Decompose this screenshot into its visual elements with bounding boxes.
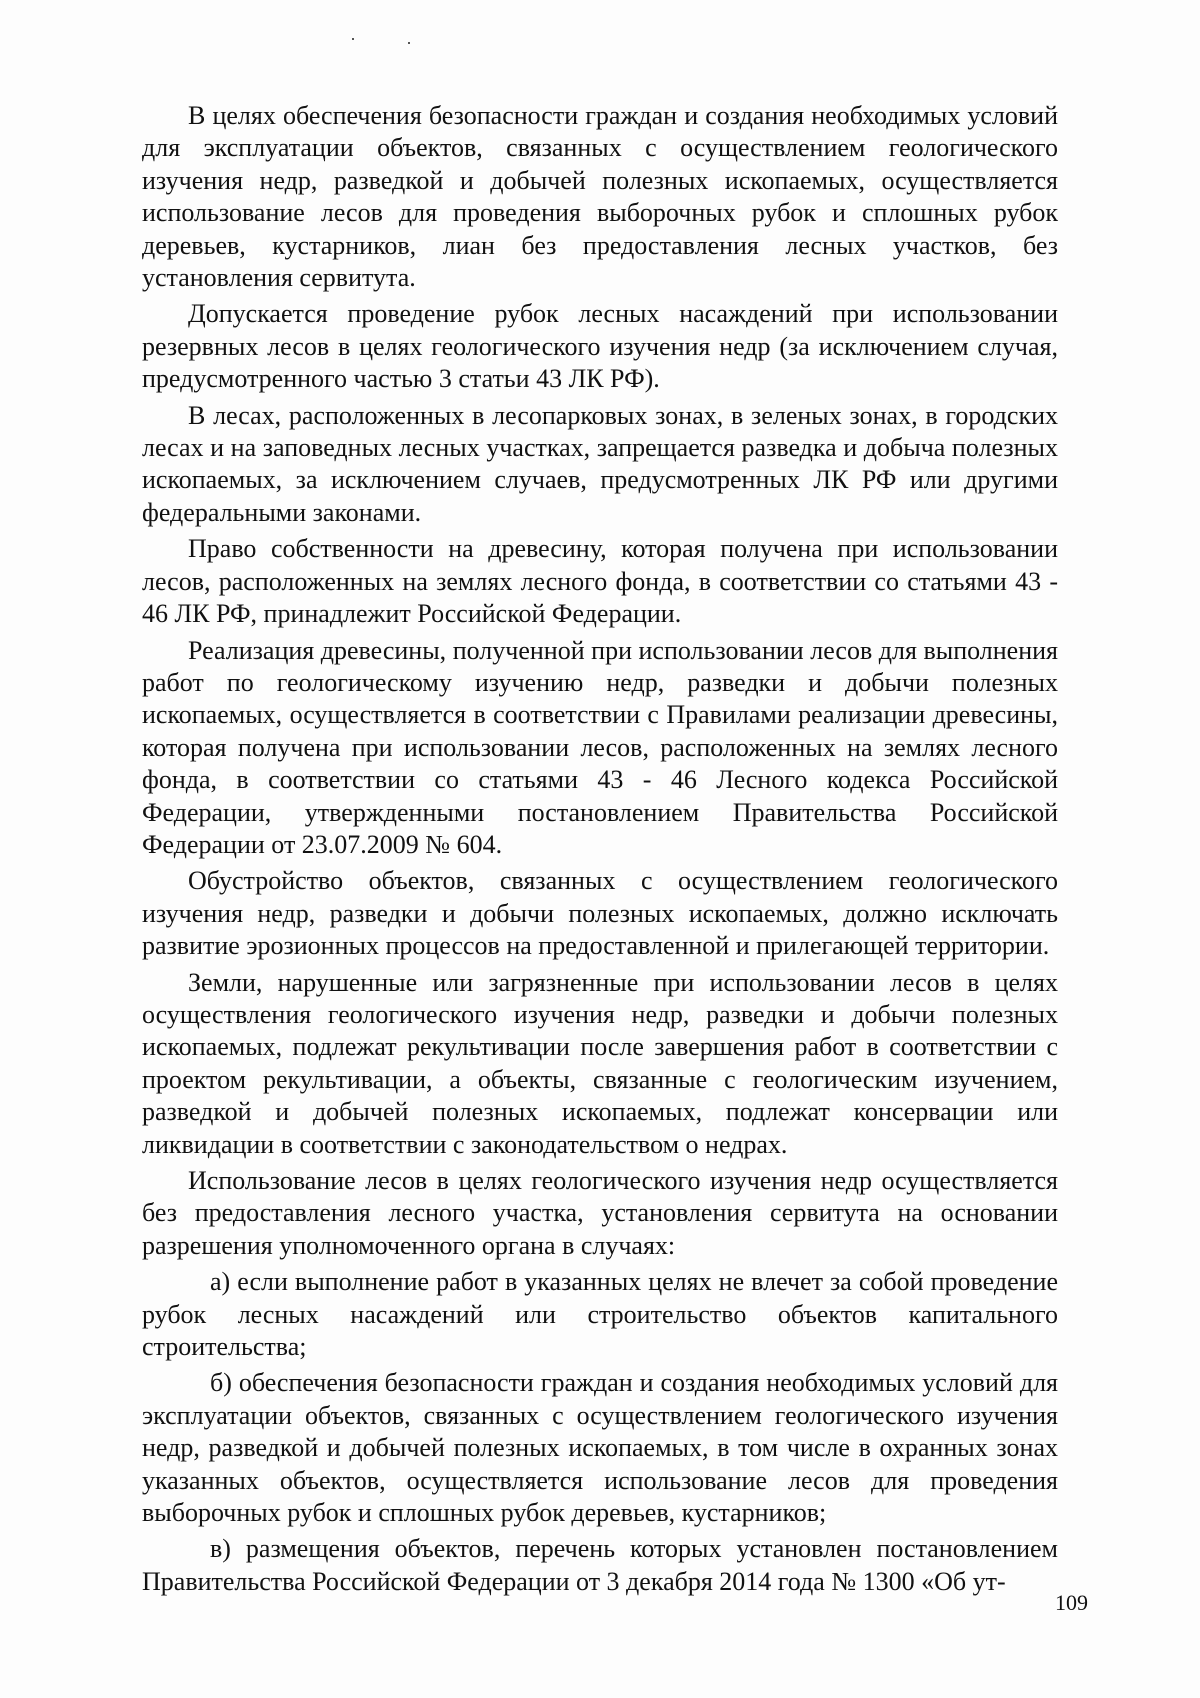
scan-marks — [350, 36, 450, 46]
paragraph-timber-sale: Реализация древесины, полученной при использовании лесов для выполнения работ по геологическому изучению недр, разведки и добычи полезных ископаемых, осуществляется в соответствии с Правилами реализации древесины, которая получена при использовании лесов, расположенных на землях лесного фонда, в соответствии со статьями 43 - 46 Лесного кодекса Российской Федерации, утвержденными постановлением Правительства Российской Федерации от 23.07.2009 № 604. — [142, 635, 1058, 859]
paragraph-reserve-forests: Допускается проведение рубок лесных насаждений при использовании резервных лесов в целях геологического изучения недр (за исключением случая, предусмотренного частью 3 статьи 43 ЛК РФ). — [142, 299, 1058, 394]
scan-dot — [408, 42, 410, 44]
list-item-a: а) если выполнение работ в указанных целях не влечет за собой проведение рубок лесных насаждений или строительство объектов капитального строительства; — [142, 1267, 1058, 1362]
paragraph-timber-ownership: Право собственности на древесину, которая получена при использовании лесов, расположенных на землях лесного фонда, в соответствии со статьями 43 - 46 ЛК РФ, принадлежит Российской Федерации. — [142, 534, 1058, 629]
paragraph-permit-cases: Использование лесов в целях геологического изучения недр осуществляется без предоставления лесного участка, установления сервитута на основании разрешения уполномоченного органа в случаях: — [142, 1166, 1058, 1260]
scan-dot — [352, 38, 354, 40]
list-item-b: б) обеспечения безопасности граждан и создания необходимых условий для эксплуатации объектов, связанных с осуществлением геологического изучения недр, разведкой и добычей полезных ископаемых, в том числе в охранных зонах указанных объектов, осуществляется использование лесов для проведения выборочных рубок и сплошных рубок деревьев, кустарников; — [142, 1368, 1058, 1528]
paragraph-safety: В целях обеспечения безопасности граждан и создания необходимых условий для эксплуатации объектов, связанных с осуществлением геологического изучения недр, разведкой и добычей полезных ископаемых, осуществляется использование лесов для проведения выборочных рубок и сплошных рубок деревьев, кустарников, лиан без предоставления лесных участков, без установления сервитута. — [142, 101, 1058, 293]
page-number: 109 — [1055, 1590, 1088, 1615]
paragraph-reclamation: Земли, нарушенные или загрязненные при использовании лесов в целях осуществления геологического изучения недр, разведки и добычи полезных ископаемых, подлежат рекультивации после завершения работ в соответствии с проектом рекультивации, а объекты, связанные с геологическим изучением, разведкой и добычей полезных ископаемых, подлежат консервации или ликвидации в соответствии с законодательством о недрах. — [142, 967, 1058, 1159]
paragraph-forest-park-zones: В лесах, расположенных в лесопарковых зонах, в зеленых зонах, в городских лесах и на заповедных лесных участках, запрещается разведка и добыча полезных ископаемых, за исключением случаев, предусмотренных ЛК РФ или другими федеральными законами. — [142, 400, 1058, 527]
document-body — [142, 100, 1058, 1602]
list-item-c: в) размещения объектов, перечень которых установлен постановлением Правительства Российской Федерации от 3 декабря 2014 года № 1300 «Об ут- — [142, 1534, 1058, 1596]
paragraph-erosion: Обустройство объектов, связанных с осуществлением геологического изучения недр, разведки и добычи полезных ископаемых, должно исключать развитие эрозионных процессов на предоставленной и прилегающей территории. — [142, 866, 1058, 961]
